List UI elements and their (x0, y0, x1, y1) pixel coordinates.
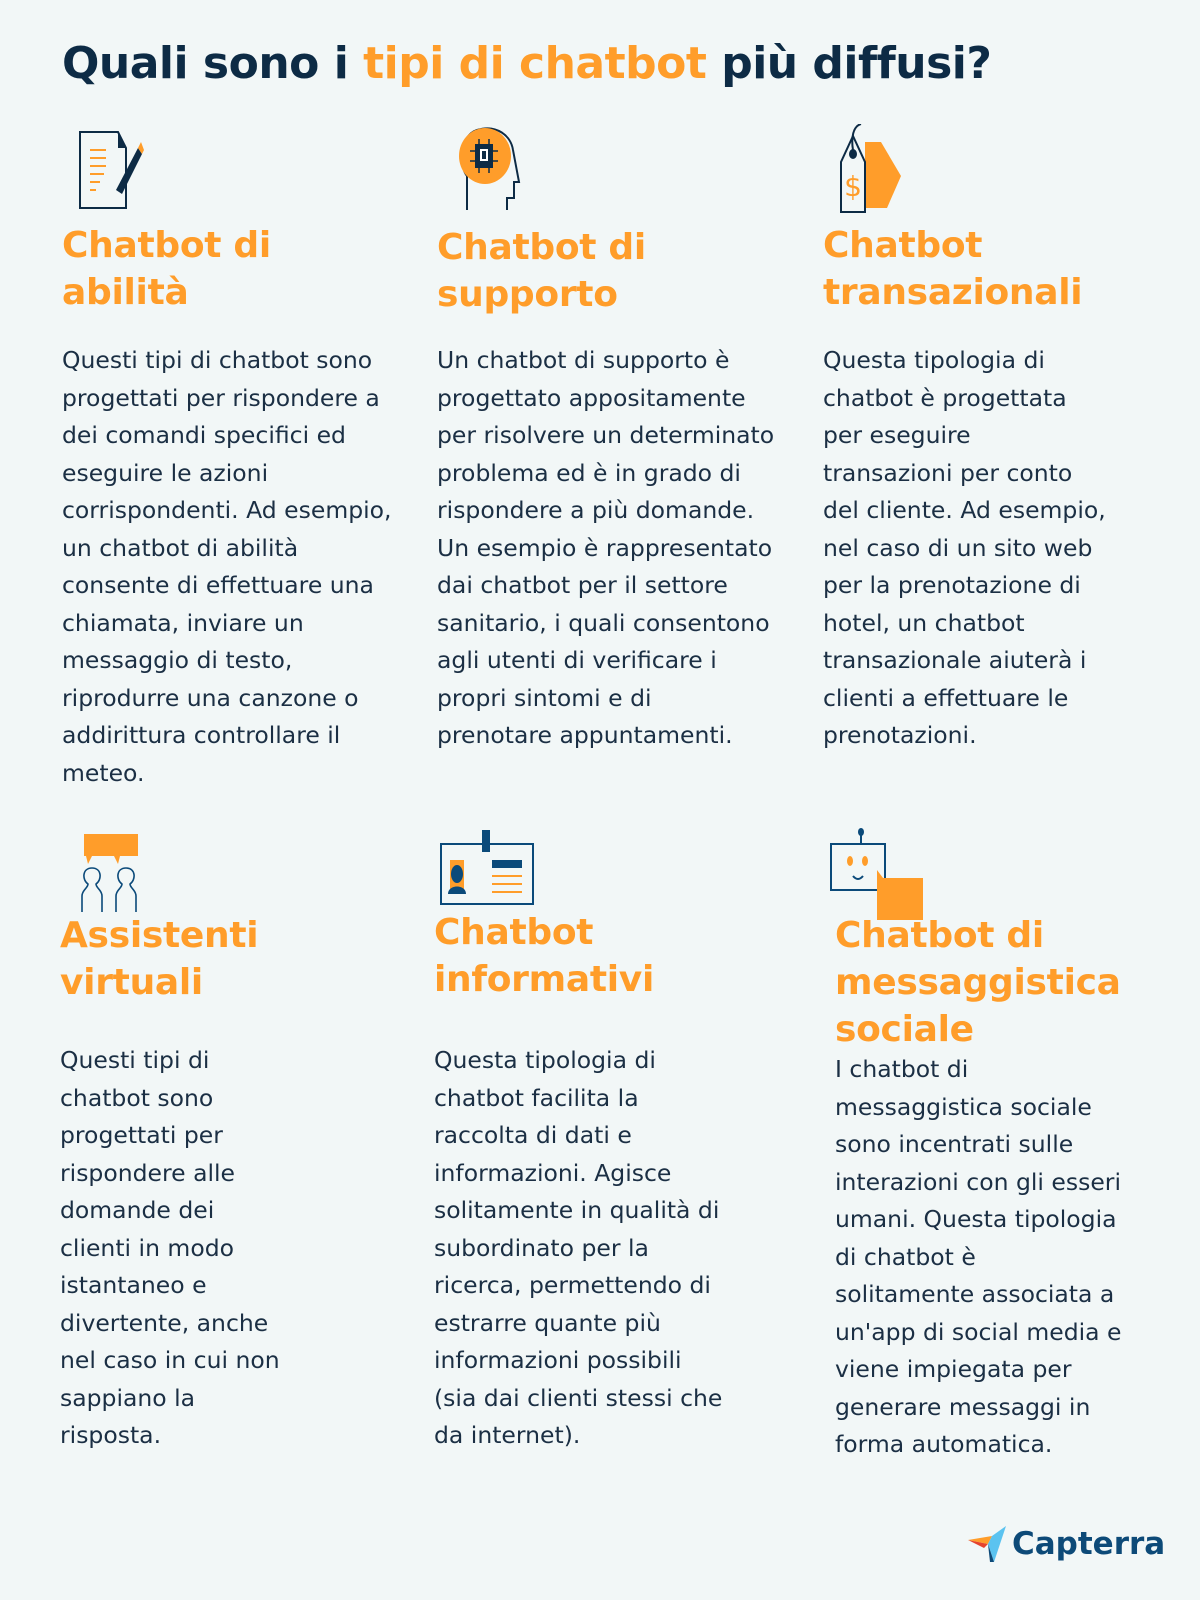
text-line: di chatbot è (835, 1242, 976, 1271)
people-chat-icon (74, 834, 158, 914)
text-line: domande dei (60, 1196, 215, 1224)
text-line: problema ed è in grado di (437, 458, 741, 487)
title-text-end: più diffusi? (706, 38, 992, 89)
text-line: Chatbot (434, 912, 594, 953)
text-line: chiamata, inviare un (62, 608, 304, 637)
text-line: (sia dai clienti stessi che (434, 1383, 723, 1412)
text-line: un chatbot di abilità (62, 533, 299, 562)
card-title (823, 222, 1082, 316)
text-line: per eseguire (823, 421, 971, 449)
card-title (437, 224, 646, 318)
text-line: supporto (437, 274, 618, 315)
text-line: sociale (835, 1009, 974, 1050)
text-line: transazionali (823, 272, 1083, 313)
text-line: per risolvere un determinato (437, 421, 775, 449)
text-line: risposta. (60, 1421, 162, 1449)
capterra-logo (968, 1526, 1165, 1562)
head-chip-icon (457, 126, 537, 210)
text-line: umani. Questa tipologia (835, 1205, 1117, 1233)
card-body (62, 342, 392, 792)
text-line: raccolta di dati e (434, 1121, 632, 1149)
text-line: del cliente. Ad esempio, (823, 496, 1106, 524)
text-line: clienti in modo (60, 1233, 235, 1262)
text-line: virtuali (60, 962, 203, 1003)
text-line: prenotare appuntamenti. (437, 721, 733, 749)
text-line: addirittura controllare il (62, 721, 341, 749)
text-line: propri sintomi e di (437, 683, 652, 712)
text-line: messaggistica (835, 962, 1121, 1003)
text-line: messaggio di testo, (62, 646, 293, 674)
text-line: eseguire le azioni (62, 458, 269, 487)
text-line: un'app di social media e (835, 1317, 1122, 1346)
title-highlight: tipi di chatbot (363, 38, 707, 89)
text-line: dei comandi specifici ed (62, 421, 346, 449)
text-line: corrispondenti. Ad esempio, (62, 496, 392, 524)
text-line: transazionale aiuterà i (823, 646, 1087, 674)
price-tag-icon (839, 124, 929, 214)
text-line: estrarre quante più (434, 1308, 661, 1337)
text-line: Questi tipi di (60, 1046, 210, 1074)
card-title (835, 912, 1121, 1053)
text-line: rispondere alle (60, 1158, 235, 1187)
title-text: Quali sono i (62, 38, 364, 89)
text-line: Questa tipologia di (823, 346, 1045, 374)
text-line: hotel, un chatbot (823, 608, 1025, 637)
text-line: Chatbot di (437, 227, 646, 268)
card-body (823, 342, 1106, 755)
text-line: rispondere a più domande. (437, 496, 755, 524)
text-line: progettati per (60, 1121, 223, 1149)
text-line: viene impiegata per (835, 1355, 1072, 1383)
text-line: chatbot facilita la (434, 1083, 639, 1112)
text-line: chatbot è progettata (823, 383, 1067, 412)
text-line: I chatbot di (835, 1055, 969, 1083)
capterra-logo-text: Capterra (1012, 1526, 1166, 1562)
text-line: progettati per rispondere a (62, 383, 380, 412)
text-line: istantaneo e (60, 1271, 207, 1299)
card-body (437, 342, 774, 755)
text-line: sappiano la (60, 1383, 196, 1412)
text-line: nel caso di un sito web (823, 533, 1093, 562)
text-line: generare messaggi in (835, 1392, 1091, 1421)
text-line: per la prenotazione di (823, 571, 1081, 599)
text-line: progettato appositamente (437, 383, 746, 412)
text-line: sono incentrati sulle (835, 1130, 1074, 1158)
text-line: subordinato per la (434, 1233, 649, 1262)
text-line: solitamente associata a (835, 1280, 1115, 1308)
text-line: Chatbot di (62, 225, 271, 266)
text-line: transazioni per conto (823, 458, 1073, 487)
text-line: Questi tipi di chatbot sono (62, 346, 373, 374)
text-line: Questa tipologia di (434, 1046, 656, 1074)
text-line: Chatbot di (835, 915, 1044, 956)
text-line: clienti a effettuare le (823, 683, 1069, 712)
document-pencil-icon (78, 130, 158, 210)
text-line: solitamente in qualità di (434, 1196, 720, 1224)
text-line: da internet). (434, 1421, 581, 1449)
text-line: Assistenti (60, 915, 259, 956)
svg-text:$: $ (844, 170, 862, 203)
text-line: divertente, anche (60, 1308, 269, 1337)
text-line: interazioni con gli esseri (835, 1167, 1121, 1196)
text-line: Un esempio è rappresentato (437, 533, 773, 562)
text-line: chatbot sono (60, 1083, 214, 1112)
text-line: ricerca, permettendo di (434, 1271, 711, 1299)
text-line: abilità (62, 272, 189, 313)
text-line: forma automatica. (835, 1430, 1053, 1458)
text-line: dai chatbot per il settore (437, 571, 728, 599)
text-line: nel caso in cui non (60, 1346, 280, 1374)
text-line: Un chatbot di supporto è (437, 346, 730, 374)
card-title (62, 222, 271, 316)
card-body (835, 1051, 1121, 1464)
robot-message-icon (827, 828, 927, 920)
id-badge-icon (440, 828, 540, 908)
card-body (434, 1042, 722, 1455)
text-line: Chatbot (823, 225, 983, 266)
text-line: agli utenti di verificare i (437, 646, 717, 674)
text-line: informazioni. Agisce (434, 1158, 672, 1187)
text-line: consente di effettuare una (62, 571, 374, 599)
text-line: riprodurre una canzone o (62, 683, 359, 712)
capterra-arrow-icon (968, 1526, 1008, 1562)
card-title (434, 909, 654, 1003)
text-line: meteo. (62, 758, 145, 787)
text-line: informazioni possibili (434, 1346, 682, 1374)
text-line: prenotazioni. (823, 721, 977, 749)
page-title (62, 38, 991, 89)
text-line: informativi (434, 959, 654, 1000)
text-line: messaggistica sociale (835, 1092, 1092, 1121)
text-line: sanitario, i quali consentono (437, 608, 770, 637)
card-body (60, 1042, 280, 1455)
card-title (60, 912, 258, 1006)
